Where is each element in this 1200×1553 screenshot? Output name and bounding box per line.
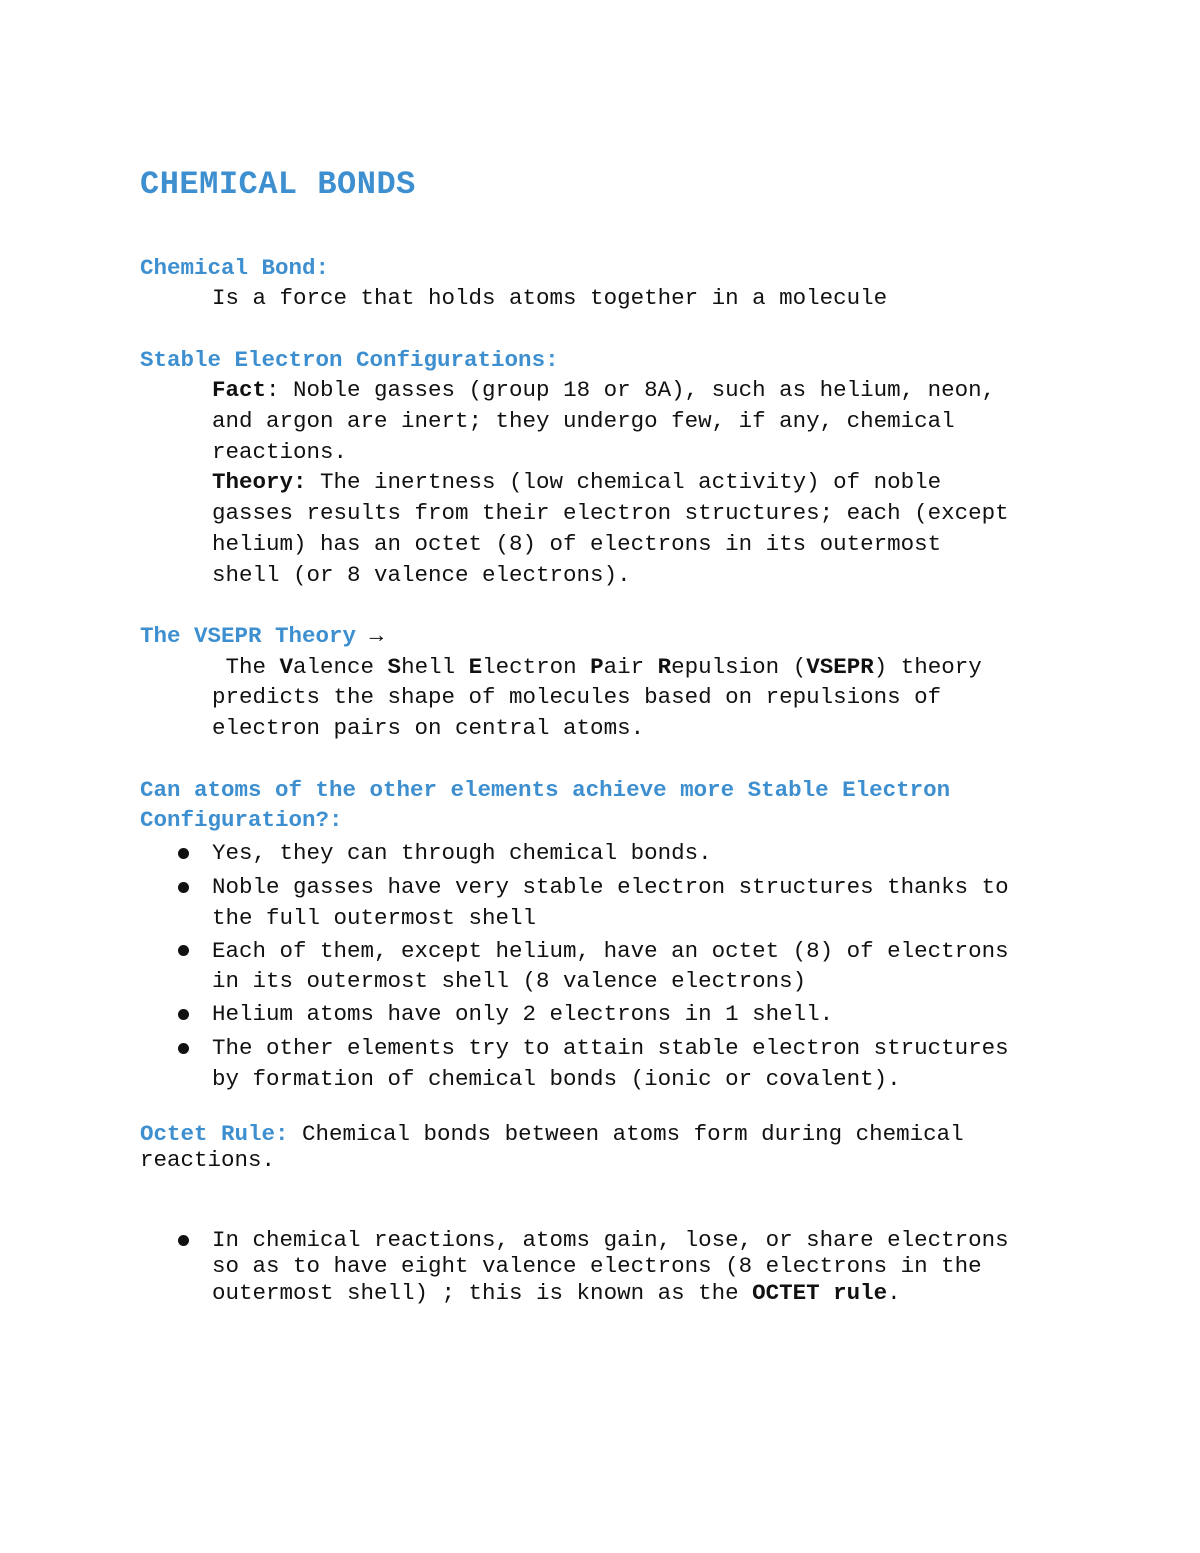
bullet-icon [178, 848, 189, 859]
vsepr-line-2: predicts the shape of molecules based on repulsions of [212, 684, 942, 710]
can-atoms-heading-1: Can atoms of the other elements achieve more Stable Electron [140, 777, 951, 803]
stable-config-heading: Stable Electron Configurations: [140, 347, 559, 373]
list-item: In chemical reactions, atoms gain, lose, or share electrons [212, 1227, 1009, 1253]
fact-line-3: reactions. [212, 439, 348, 465]
bullet-icon [178, 1235, 189, 1246]
bullet-icon [178, 882, 189, 893]
theory-line-4: shell (or 8 valence electrons). [212, 562, 631, 588]
fact-line-2: and argon are inert; they undergo few, if any, chemical [212, 408, 955, 434]
fact-label: Fact [212, 377, 267, 403]
vsepr-acronym: VSEPR [806, 654, 874, 680]
vsepr-line-1: The Valence Shell Electron Pair Repulsion (VSEPR) theory [212, 654, 982, 680]
list-item-continuation: outermost shell) ; this is known as the OCTET rule. [212, 1280, 901, 1306]
theory-line-3: helium) has an octet (8) of electrons in its outermost [212, 531, 942, 557]
page-title: CHEMICAL BONDS [140, 166, 416, 203]
can-atoms-heading-2: Configuration?: [140, 807, 343, 833]
vsepr-line-3: electron pairs on central atoms. [212, 715, 645, 741]
fact-line-1 [212, 375, 995, 406]
octet-rule-line-2: reactions. [140, 1147, 276, 1173]
list-item-continuation: by formation of chemical bonds (ionic or covalent). [212, 1066, 901, 1092]
list-item-continuation: in its outermost shell (8 valence electrons) [212, 968, 807, 994]
arrow-icon: → [369, 623, 384, 649]
theory-line-2: gasses results from their electron structures; each (except [212, 500, 1009, 526]
fact-text-1: : Noble gasses (group 18 or 8A), such as helium, neon, [266, 377, 996, 403]
octet-rule-heading: Octet Rule: [140, 1121, 289, 1147]
bullet-icon [178, 1009, 189, 1020]
vsepr-heading: The VSEPR Theory [140, 623, 357, 649]
vsepr-heading-line [140, 621, 383, 652]
theory-text-1: The inertness (low chemical activity) of noble [306, 469, 942, 495]
bullet-icon [178, 945, 189, 956]
bullet-icon [178, 1043, 189, 1054]
list-item-continuation: the full outermost shell [212, 905, 537, 931]
octet-rule-text: Chemical bonds between atoms form during chemical [288, 1121, 964, 1147]
octet-rule-emphasis: OCTET rule [752, 1280, 888, 1306]
list-item: Helium atoms have only 2 electrons in 1 shell. [212, 1001, 834, 1027]
list-item: Noble gasses have very stable electron structures thanks to [212, 874, 1009, 900]
list-item: Each of them, except helium, have an octet (8) of electrons [212, 938, 1009, 964]
chemical-bond-definition: Is a force that holds atoms together in a molecule [212, 285, 888, 311]
list-item: Yes, they can through chemical bonds. [212, 840, 712, 866]
list-item-continuation: so as to have eight valence electrons (8 electrons in the [212, 1253, 982, 1279]
chemical-bond-heading: Chemical Bond: [140, 255, 330, 281]
theory-line-1 [212, 467, 941, 498]
theory-label: Theory: [212, 469, 307, 495]
list-item: The other elements try to attain stable electron structures [212, 1035, 1009, 1061]
